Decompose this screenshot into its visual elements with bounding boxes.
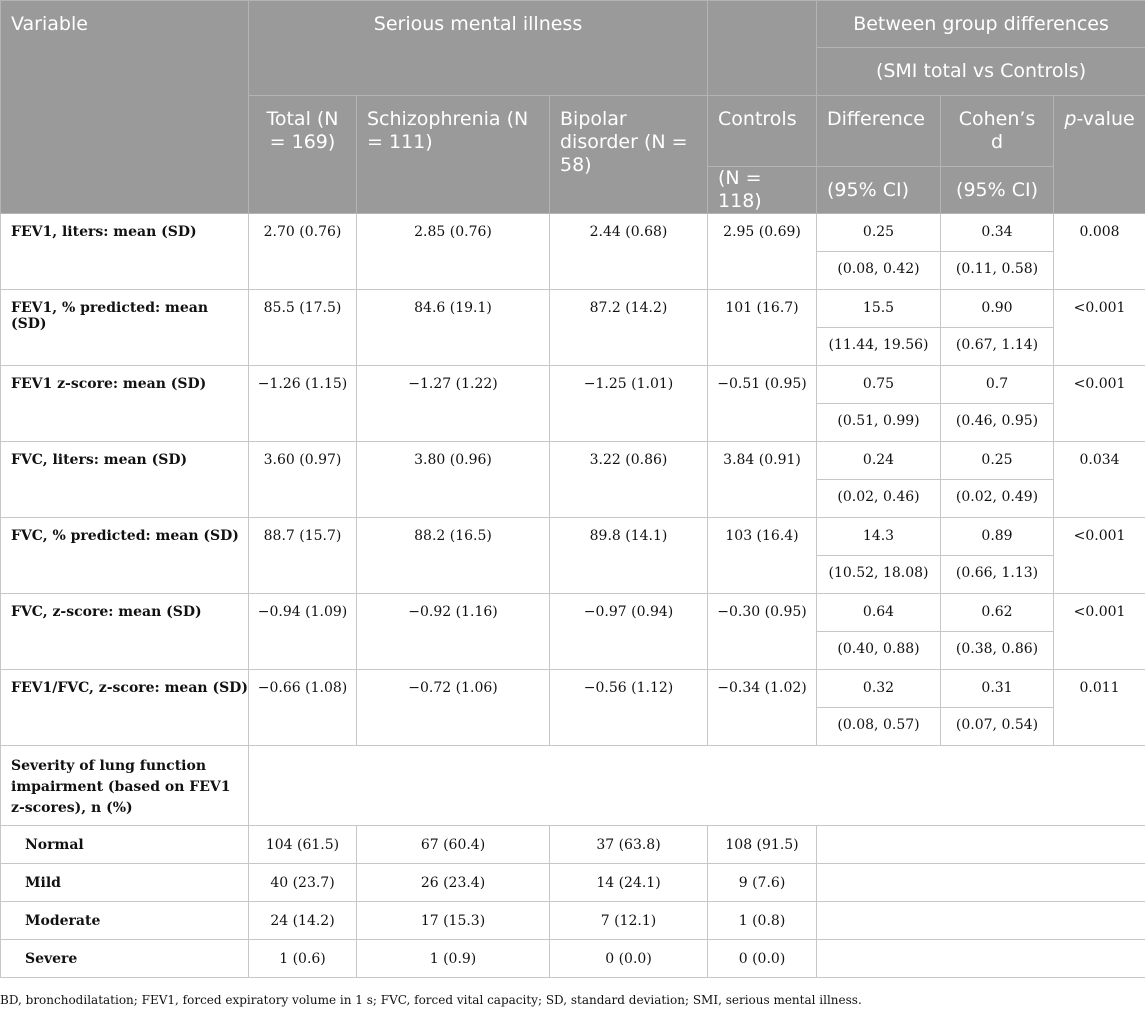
header-total: Total (N = 169) — [249, 96, 357, 214]
row-label: FVC, liters: mean (SD) — [1, 442, 249, 518]
total-cell: 88.7 (15.7) — [249, 518, 357, 594]
schizophrenia-cell: −0.72 (1.06) — [357, 670, 550, 746]
controls-cell: 9 (7.6) — [708, 864, 817, 902]
bipolar-cell: 89.8 (14.1) — [550, 518, 708, 594]
schizophrenia-cell: −0.92 (1.16) — [357, 594, 550, 670]
header-cohens-ci: (95% CI) — [941, 167, 1054, 214]
total-cell: 3.60 (0.97) — [249, 442, 357, 518]
row-label: FEV1, % predicted: mean (SD) — [1, 290, 249, 366]
schizophrenia-cell: 67 (60.4) — [357, 826, 550, 864]
controls-cell: −0.51 (0.95) — [708, 366, 817, 442]
header-difference: Difference — [817, 96, 941, 167]
bipolar-cell: 7 (12.1) — [550, 902, 708, 940]
schizophrenia-cell: 84.6 (19.1) — [357, 290, 550, 366]
p-value-cell: 0.011 — [1054, 670, 1145, 746]
bipolar-cell: 14 (24.1) — [550, 864, 708, 902]
cohens-d-ci-cell: (0.38, 0.86) — [941, 632, 1054, 670]
severity-row-label: Mild — [1, 864, 249, 902]
total-cell: −1.26 (1.15) — [249, 366, 357, 442]
severity-row-label: Severe — [1, 940, 249, 978]
controls-cell: 1 (0.8) — [708, 902, 817, 940]
p-value-cell: 0.034 — [1054, 442, 1145, 518]
empty-cell — [817, 826, 1145, 864]
row-label: FVC, % predicted: mean (SD) — [1, 518, 249, 594]
table-row — [1, 670, 1145, 708]
cohens-d-ci-cell: (0.66, 1.13) — [941, 556, 1054, 594]
controls-cell: 3.84 (0.91) — [708, 442, 817, 518]
schizophrenia-cell: 26 (23.4) — [357, 864, 550, 902]
p-suffix: -value — [1076, 108, 1135, 130]
total-cell: 2.70 (0.76) — [249, 214, 357, 290]
bipolar-cell: 2.44 (0.68) — [550, 214, 708, 290]
difference-cell: 0.24 — [817, 442, 941, 480]
schizophrenia-cell: 2.85 (0.76) — [357, 214, 550, 290]
schizophrenia-cell: 3.80 (0.96) — [357, 442, 550, 518]
bipolar-cell: 37 (63.8) — [550, 826, 708, 864]
table-row — [1, 290, 1145, 328]
empty-cell — [817, 902, 1145, 940]
table-row — [1, 864, 1145, 902]
total-cell: 24 (14.2) — [249, 902, 357, 940]
header-difference-ci: (95% CI) — [817, 167, 941, 214]
cohens-d-ci-cell: (0.07, 0.54) — [941, 708, 1054, 746]
cohens-d-cell: 0.62 — [941, 594, 1054, 632]
bipolar-cell: −0.97 (0.94) — [550, 594, 708, 670]
header-schizophrenia: Schizophrenia (N = 111) — [357, 96, 550, 214]
total-cell: −0.94 (1.09) — [249, 594, 357, 670]
difference-ci-cell: (0.08, 0.57) — [817, 708, 941, 746]
cohens-d-ci-cell: (0.02, 0.49) — [941, 480, 1054, 518]
cohens-d-cell: 0.89 — [941, 518, 1054, 556]
table-footnote: BD, bronchodilatation; FEV1, forced expiratory volume in 1 s; FVC, forced vital capacity; SD, standard deviation; SMI, serious mental illness. — [0, 993, 862, 1007]
severity-row-label: Moderate — [1, 902, 249, 940]
schizophrenia-cell: 88.2 (16.5) — [357, 518, 550, 594]
header-bipolar: Bipolar disorder (N = 58) — [550, 96, 708, 214]
bipolar-cell: −0.56 (1.12) — [550, 670, 708, 746]
table-header — [1, 1, 1145, 214]
table-row — [1, 594, 1145, 632]
table-row — [1, 518, 1145, 556]
table-row — [1, 746, 1145, 826]
total-cell: 104 (61.5) — [249, 826, 357, 864]
header-controls: Controls — [708, 96, 817, 167]
cohens-d-ci-cell: (0.11, 0.58) — [941, 252, 1054, 290]
header-cohens-d: Cohen’s d — [941, 96, 1054, 167]
difference-cell: 0.32 — [817, 670, 941, 708]
bipolar-cell: 3.22 (0.86) — [550, 442, 708, 518]
header-controls-n: (N = 118) — [708, 167, 817, 214]
empty-cell — [249, 746, 1145, 826]
schizophrenia-cell: 17 (15.3) — [357, 902, 550, 940]
difference-cell: 0.64 — [817, 594, 941, 632]
difference-cell: 14.3 — [817, 518, 941, 556]
difference-ci-cell: (0.51, 0.99) — [817, 404, 941, 442]
p-value-cell: <0.001 — [1054, 290, 1145, 366]
total-cell: 40 (23.7) — [249, 864, 357, 902]
row-label: FEV1 z-score: mean (SD) — [1, 366, 249, 442]
cohens-d-ci-cell: (0.46, 0.95) — [941, 404, 1054, 442]
p-value-cell: <0.001 — [1054, 594, 1145, 670]
cohens-d-cell: 0.7 — [941, 366, 1054, 404]
p-italic: p — [1064, 108, 1077, 130]
header-variable: Variable — [1, 1, 249, 214]
header-p-value — [1054, 96, 1145, 214]
difference-cell: 0.75 — [817, 366, 941, 404]
difference-ci-cell: (0.02, 0.46) — [817, 480, 941, 518]
schizophrenia-cell: 1 (0.9) — [357, 940, 550, 978]
row-label: FEV1/FVC, z-score: mean (SD) — [1, 670, 249, 746]
difference-ci-cell: (0.40, 0.88) — [817, 632, 941, 670]
row-label: FVC, z-score: mean (SD) — [1, 594, 249, 670]
empty-cell — [817, 940, 1145, 978]
controls-cell: −0.34 (1.02) — [708, 670, 817, 746]
total-cell: 1 (0.6) — [249, 940, 357, 978]
controls-cell: 0 (0.0) — [708, 940, 817, 978]
cohens-d-cell: 0.31 — [941, 670, 1054, 708]
p-value-cell: 0.008 — [1054, 214, 1145, 290]
empty-cell — [817, 864, 1145, 902]
difference-ci-cell: (0.08, 0.42) — [817, 252, 941, 290]
schizophrenia-cell: −1.27 (1.22) — [357, 366, 550, 442]
header-between-group: Between group differences — [817, 1, 1145, 48]
table-row — [1, 902, 1145, 940]
controls-cell: 2.95 (0.69) — [708, 214, 817, 290]
table-row — [1, 826, 1145, 864]
cohens-d-cell: 0.90 — [941, 290, 1054, 328]
controls-cell: 103 (16.4) — [708, 518, 817, 594]
difference-ci-cell: (11.44, 19.56) — [817, 328, 941, 366]
header-controls-spacer — [708, 1, 817, 96]
bipolar-cell: −1.25 (1.01) — [550, 366, 708, 442]
difference-ci-cell: (10.52, 18.08) — [817, 556, 941, 594]
cohens-d-ci-cell: (0.67, 1.14) — [941, 328, 1054, 366]
table-row — [1, 940, 1145, 978]
controls-cell: −0.30 (0.95) — [708, 594, 817, 670]
p-value-cell: <0.001 — [1054, 366, 1145, 442]
bipolar-cell: 0 (0.0) — [550, 940, 708, 978]
table-row — [1, 442, 1145, 480]
cohens-d-cell: 0.25 — [941, 442, 1054, 480]
difference-cell: 0.25 — [817, 214, 941, 252]
p-value-cell: <0.001 — [1054, 518, 1145, 594]
table-row — [1, 366, 1145, 404]
row-label: FEV1, liters: mean (SD) — [1, 214, 249, 290]
bipolar-cell: 87.2 (14.2) — [550, 290, 708, 366]
controls-cell: 101 (16.7) — [708, 290, 817, 366]
table-body — [1, 214, 1145, 978]
severity-row-label: Normal — [1, 826, 249, 864]
total-cell: 85.5 (17.5) — [249, 290, 357, 366]
controls-cell: 108 (91.5) — [708, 826, 817, 864]
table-row — [1, 214, 1145, 252]
header-smi-vs-controls: (SMI total vs Controls) — [817, 48, 1145, 96]
header-serious-mental-illness: Serious mental illness — [249, 1, 708, 96]
severity-label: Severity of lung function impairment (based on FEV1 z-scores), n (%) — [1, 746, 249, 826]
difference-cell: 15.5 — [817, 290, 941, 328]
total-cell: −0.66 (1.08) — [249, 670, 357, 746]
cohens-d-cell: 0.34 — [941, 214, 1054, 252]
